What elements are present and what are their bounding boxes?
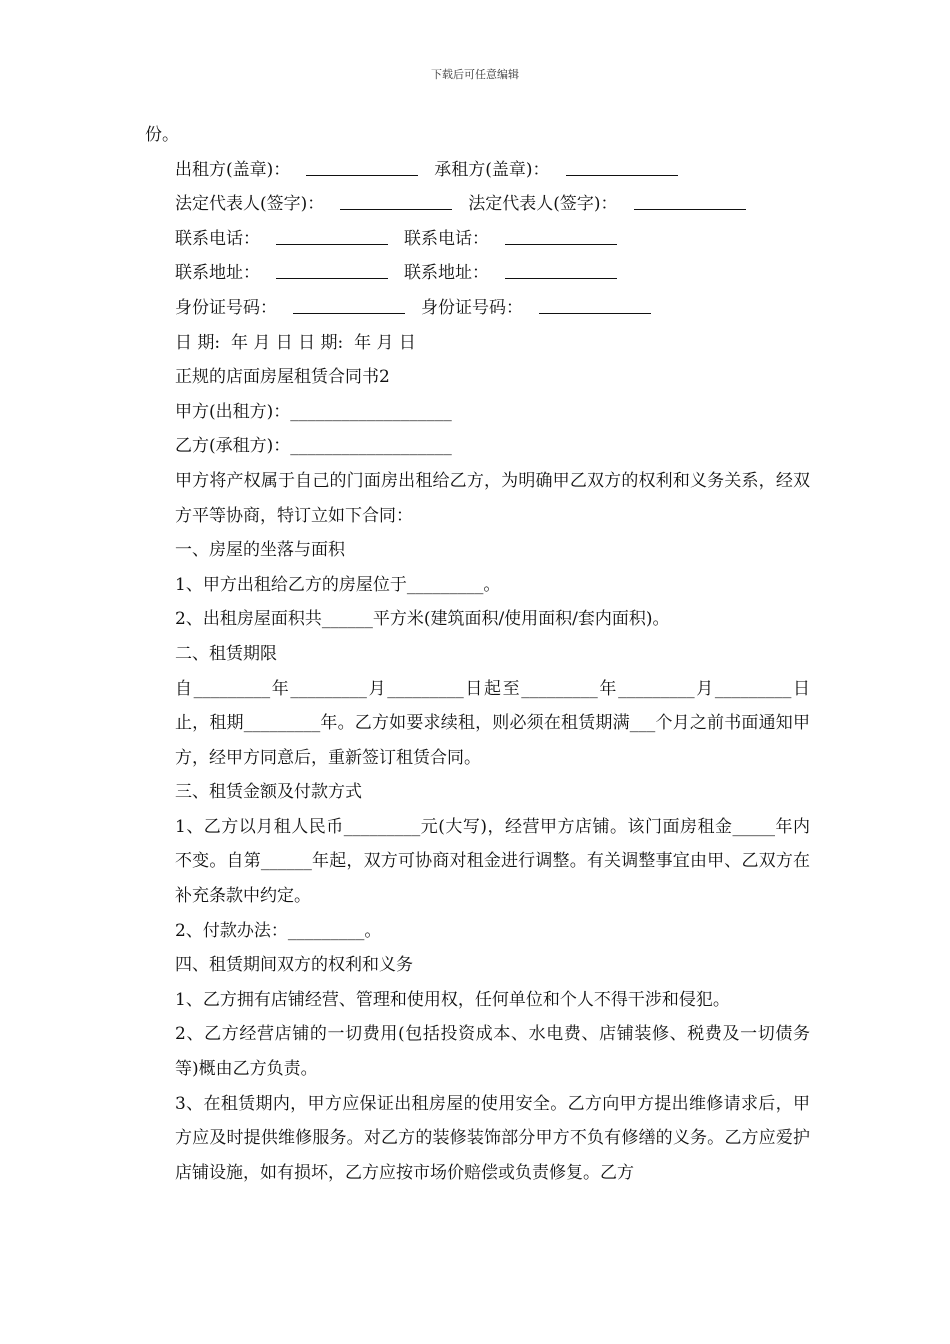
lessee-rep-blank <box>634 187 746 210</box>
lessee-id-blank <box>539 291 651 314</box>
clause-paragraph: 自_________年_________月_________日起至_________年_________月_________日止，租期_________年。乙方如要求续租，则必须在租赁期满___个月之前书面通知甲方，经甲方同意后，重新签订租赁合同。 <box>175 678 810 768</box>
lessee-seal-label: 承租方(盖章)： <box>434 159 550 180</box>
party-b-line: 乙方(承租方)：___________________ <box>175 436 452 457</box>
lessor-id-blank <box>293 291 405 314</box>
lessee-seal-blank <box>566 153 678 176</box>
document-body <box>145 118 810 1190</box>
clause-paragraph: 1、甲方出租给乙方的房屋位于_________。 <box>175 574 501 595</box>
lessor-seal-label: 出租方(盖章)： <box>175 159 291 180</box>
lessor-address-blank <box>276 256 388 279</box>
clause-paragraph: 1、乙方以月租人民币_________元(大写)，经营甲方店铺。该门面房租金_____年内不变。自第______年起，双方可协商对租金进行调整。有关调整事宜由甲、乙双方在补充条款中约定。 <box>175 816 810 907</box>
clause-paragraph: 3、在租赁期内，甲方应保证出租房屋的使用安全。乙方向甲方提出维修请求后，甲方应及时提供维修服务。对乙方的装修装饰部分甲方不负有修缮的义务。乙方应爱护店铺设施，如有损坏，乙方应按市场价赔偿或负责修复。乙方 <box>175 1093 810 1183</box>
lessor-phone-blank <box>276 222 388 245</box>
lessor-id-label: 身份证号码： <box>175 297 277 318</box>
lessor-phone-label: 联系电话： <box>175 228 260 249</box>
signature-row-phone <box>145 222 810 257</box>
section-heading: 二、租赁期限 <box>175 643 277 664</box>
signature-row-id <box>145 291 810 326</box>
document-title: 正规的店面房屋租赁合同书2 <box>175 367 390 388</box>
date-line: 日 期: 年 月 日 日 期: 年 月 日 <box>175 332 416 353</box>
lessee-phone-blank <box>505 222 617 245</box>
preamble-paragraph: 甲方将产权属于自己的门面房出租给乙方，为明确甲乙双方的权利和义务关系，经双方平等协商，特订立如下合同： <box>175 470 810 526</box>
lessee-phone-label: 联系电话： <box>404 228 489 249</box>
clause-paragraph: 1、乙方拥有店铺经营、管理和使用权，任何单位和个人不得干涉和侵犯。 <box>175 989 730 1010</box>
lessee-id-label: 身份证号码： <box>421 297 523 318</box>
lessor-seal-blank <box>306 153 418 176</box>
signature-row-address <box>145 256 810 291</box>
lessor-rep-label: 法定代表人(签字)： <box>175 194 325 215</box>
signature-row-rep <box>145 187 810 222</box>
lessor-address-label: 联系地址： <box>175 263 260 284</box>
section-heading: 三、租赁金额及付款方式 <box>175 782 362 803</box>
intro-tail: 份。 <box>145 125 179 145</box>
page-header: 下载后可任意编辑 <box>431 68 519 81</box>
lessee-rep-label: 法定代表人(签字)： <box>468 194 618 215</box>
lessee-address-label: 联系地址： <box>404 263 489 284</box>
party-a-line: 甲方(出租方)：___________________ <box>175 401 452 422</box>
clause-paragraph: 2、乙方经营店铺的一切费用(包括投资成本、水电费、店铺装修、税费及一切债务等)概由乙方负责。 <box>175 1024 810 1080</box>
lessee-address-blank <box>505 256 617 279</box>
lessor-rep-blank <box>340 187 452 210</box>
section-heading: 一、房屋的坐落与面积 <box>175 540 345 561</box>
section-heading: 四、租赁期间双方的权利和义务 <box>175 955 413 976</box>
clause-paragraph: 2、付款办法：_________。 <box>175 920 382 941</box>
clause-paragraph: 2、出租房屋面积共______平方米(建筑面积/使用面积/套内面积)。 <box>175 609 670 630</box>
signature-row-seal <box>145 153 810 188</box>
